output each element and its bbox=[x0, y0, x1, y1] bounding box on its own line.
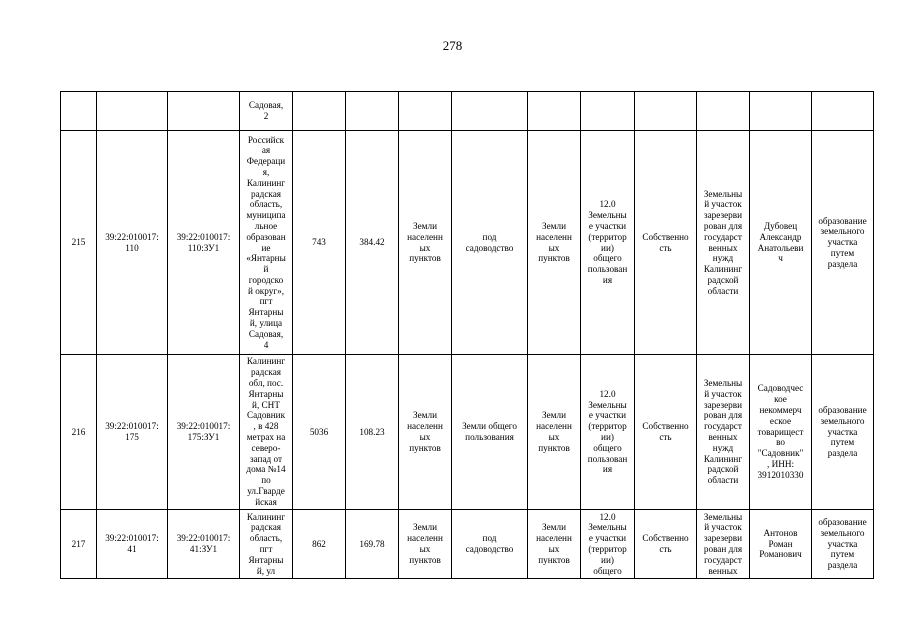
permitted-use-cell: Земли общего пользования bbox=[452, 355, 528, 510]
price-cell: 108.23 bbox=[346, 355, 399, 510]
owner-cell: Антонов Роман Романович bbox=[750, 510, 812, 579]
land-category-cell: Земли населенн ых пунктов bbox=[399, 510, 452, 579]
permitted-use-cell: под садоводство bbox=[452, 131, 528, 355]
right-type-cell: Собственно сть bbox=[635, 355, 697, 510]
price-cell: 384.42 bbox=[346, 131, 399, 355]
table-row bbox=[61, 510, 874, 579]
permitted-use-cell bbox=[452, 92, 528, 131]
use-code-cell: 12.0 Земельны е участки (территор ии) общего bbox=[581, 510, 635, 579]
right-type-cell: Собственно сть bbox=[635, 131, 697, 355]
reservation-note-cell: Земельны й участок зарезерви рован для государст венных bbox=[697, 510, 750, 579]
reservation-note-cell: Земельны й участок зарезерви рован для государст венных нужд Калининг радской области bbox=[697, 355, 750, 510]
new-plot-id-cell: 39:22:010017: 41:ЗУ1 bbox=[168, 510, 240, 579]
area-cell: 5036 bbox=[293, 355, 346, 510]
land-category-new-cell: Земли населенн ых пунктов bbox=[528, 510, 581, 579]
use-code-cell: 12.0 Земельны е участки (территор ии) общего пользован ия bbox=[581, 131, 635, 355]
address-cell: Калининг радская обл, пос. Янтарны й, СНТ Садовник , в 428 метрах на северо- запад от дома №14 по ул.Гварде йская bbox=[240, 355, 293, 510]
cadastral-number-cell: 39:22:010017: 110 bbox=[97, 131, 168, 355]
new-plot-id-cell bbox=[168, 92, 240, 131]
land-category-new-cell: Земли населенн ых пунктов bbox=[528, 355, 581, 510]
reservation-note-cell: Земельны й участок зарезерви рован для государст венных нужд Калининг радской области bbox=[697, 131, 750, 355]
action-cell: образование земельного участка путем раздела bbox=[812, 510, 874, 579]
land-category-cell: Земли населенн ых пунктов bbox=[399, 355, 452, 510]
price-cell bbox=[346, 92, 399, 131]
row-number-cell: 216 bbox=[61, 355, 97, 510]
reservation-note-cell bbox=[697, 92, 750, 131]
land-category-cell bbox=[399, 92, 452, 131]
address-cell: Калининг радская область, пгт Янтарны й, ул bbox=[240, 510, 293, 579]
row-number-cell: 215 bbox=[61, 131, 97, 355]
price-cell: 169.78 bbox=[346, 510, 399, 579]
cadastral-number-cell bbox=[97, 92, 168, 131]
page-number: 278 bbox=[442, 38, 463, 53]
action-cell: образование земельного участка путем раздела bbox=[812, 355, 874, 510]
area-cell: 743 bbox=[293, 131, 346, 355]
row-number-cell bbox=[61, 92, 97, 131]
new-plot-id-cell: 39:22:010017: 110:ЗУ1 bbox=[168, 131, 240, 355]
action-cell: образование земельного участка путем раздела bbox=[812, 131, 874, 355]
cadastral-number-cell: 39:22:010017: 41 bbox=[97, 510, 168, 579]
owner-cell: Садоводчес кое некоммерч еское товарищест во "Садовник" , ИНН: 3912010330 bbox=[750, 355, 812, 510]
right-type-cell bbox=[635, 92, 697, 131]
land-category-cell: Земли населенн ых пунктов bbox=[399, 131, 452, 355]
owner-cell: Дубовец Александр Анатольеви ч bbox=[750, 131, 812, 355]
cadastral-number-cell: 39:22:010017: 175 bbox=[97, 355, 168, 510]
table-row bbox=[61, 131, 874, 355]
use-code-cell bbox=[581, 92, 635, 131]
action-cell bbox=[812, 92, 874, 131]
table-row bbox=[61, 92, 874, 131]
address-cell: Российск ая Федераци я, Калининг радская область, муниципа льное образован ие «Янтарны й городско й округ», пгт Янтарны й, улица Садовая, 4 bbox=[240, 131, 293, 355]
land-category-new-cell: Земли населенн ых пунктов bbox=[528, 131, 581, 355]
table-row bbox=[61, 355, 874, 510]
right-type-cell: Собственно сть bbox=[635, 510, 697, 579]
new-plot-id-cell: 39:22:010017: 175:ЗУ1 bbox=[168, 355, 240, 510]
land-plots-table bbox=[60, 91, 874, 579]
land-category-new-cell bbox=[528, 92, 581, 131]
permitted-use-cell: под садоводство bbox=[452, 510, 528, 579]
row-number-cell: 217 bbox=[61, 510, 97, 579]
address-cell: Садовая, 2 bbox=[240, 92, 293, 131]
owner-cell bbox=[750, 92, 812, 131]
area-cell: 862 bbox=[293, 510, 346, 579]
area-cell bbox=[293, 92, 346, 131]
use-code-cell: 12.0 Земельны е участки (территор ии) общего пользован ия bbox=[581, 355, 635, 510]
